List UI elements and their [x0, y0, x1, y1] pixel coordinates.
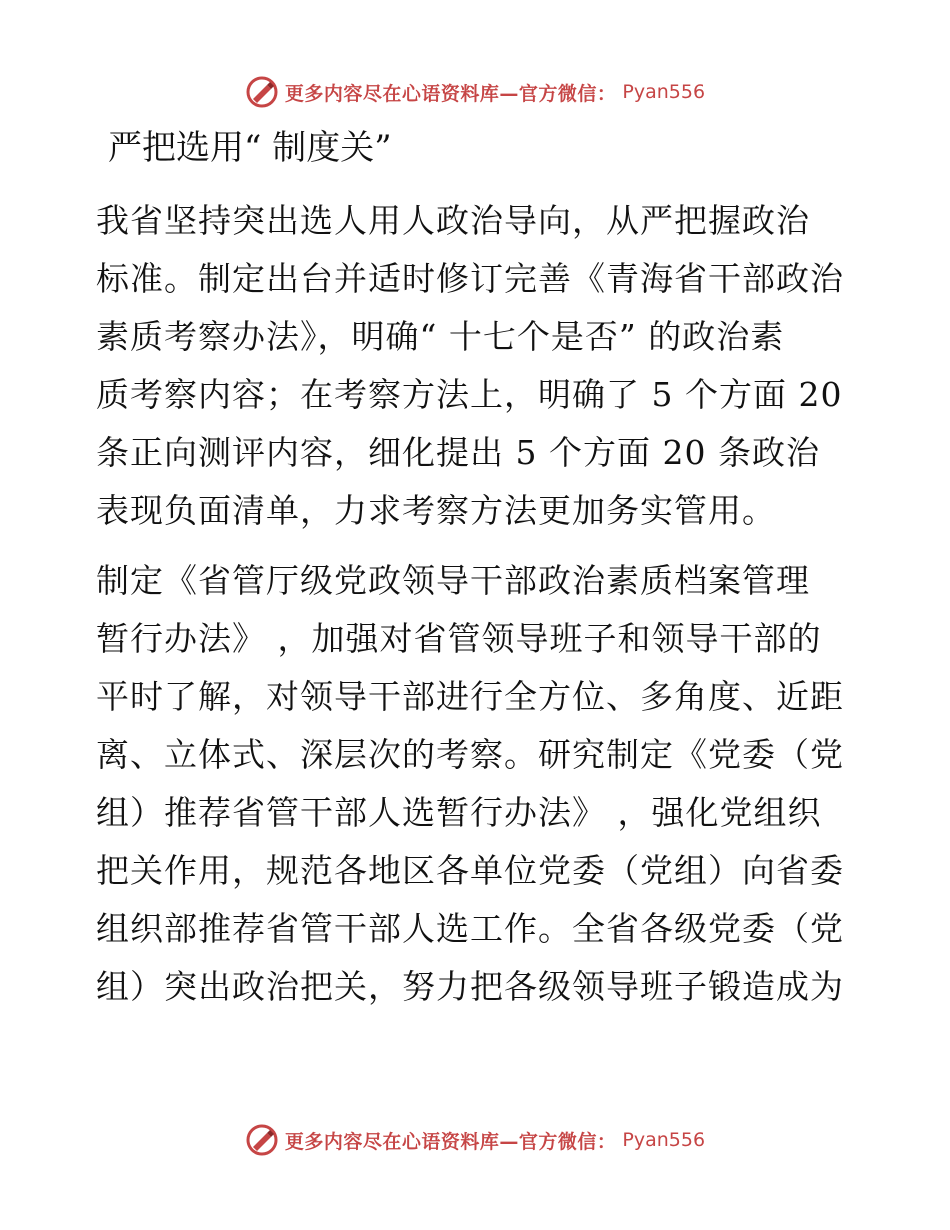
text-line: 组织部推荐省管干部人选工作。全省各级党委（党 [96, 909, 844, 948]
text-line: 我省坚持突出选人用人政治导向，从严把握政治 [96, 201, 810, 240]
paragraph-1 [96, 192, 856, 540]
text-line: 表现负面清单，力求考察方法更加务实管用。 [96, 491, 776, 530]
text-line: 标准。制定出台并适时修订完善《青海省干部政治 [96, 259, 844, 298]
text-line: 暂行办法》 ，加强对省管领导班子和领导干部的 [96, 619, 822, 658]
text-line: 条正向测评内容，细化提出 5 个方面 20 条政治 [96, 433, 820, 472]
pen-logo-icon [245, 75, 279, 109]
text-line: 平时了解，对领导干部进行全方位、多角度、近距 [96, 677, 844, 716]
document-body [96, 122, 856, 1028]
text-line: 组）突出政治把关，努力把各级领导班子锻造成为 [96, 967, 844, 1006]
text-line: 素质考察办法》，明确“ 十七个是否” 的政治素 [96, 317, 785, 356]
text-line: 质考察内容；在考察方法上，明确了 5 个方面 20 [96, 375, 843, 414]
text-line: 把关作用，规范各地区各单位党委（党组）向省委 [96, 851, 844, 890]
text-line: 离、立体式、深层次的考察。研究制定《党委（党 [96, 735, 844, 774]
pen-logo-icon [245, 1123, 279, 1157]
watermark-wechat-id: Pyan556 [622, 1129, 706, 1151]
watermark-text: 更多内容尽在心语资料库—官方微信： [284, 1130, 617, 1153]
section-heading: 严把选用“ 制度关” [108, 128, 392, 168]
text-line: 组）推荐省管干部人选暂行办法》 ，强化党组织 [96, 793, 822, 832]
watermark-wechat-id: Pyan556 [622, 81, 706, 103]
watermark-header [0, 72, 950, 112]
watermark-footer [0, 1120, 950, 1160]
text-line: 制定《省管厅级党政领导干部政治素质档案管理 [96, 561, 810, 600]
watermark-text: 更多内容尽在心语资料库—官方微信： [284, 82, 617, 105]
paragraph-2 [96, 552, 856, 1016]
